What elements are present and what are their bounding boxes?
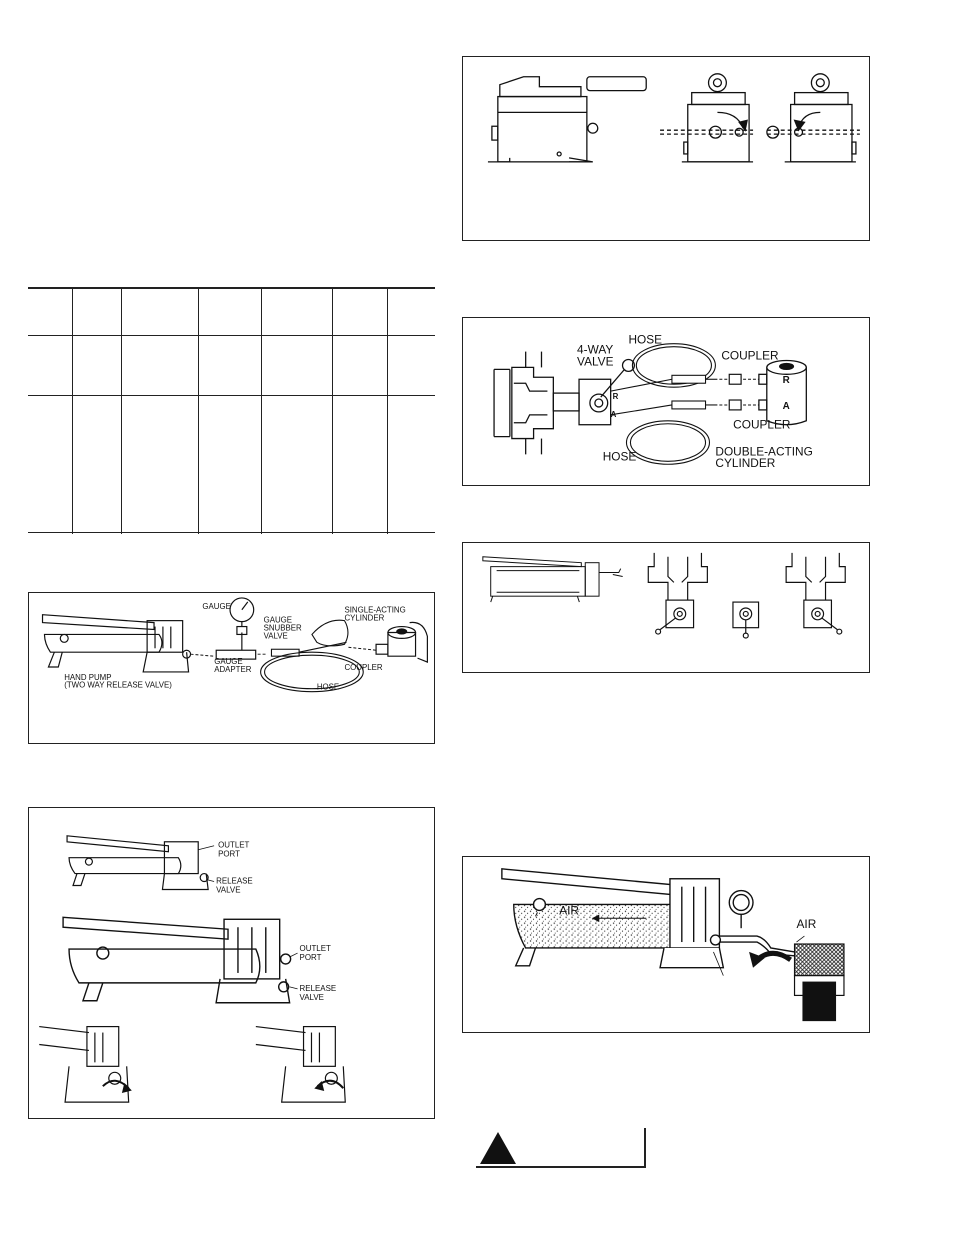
large-pump-drawing bbox=[63, 917, 291, 1002]
label-cylinder: CYLINDER bbox=[715, 456, 776, 471]
valve-view-left-drawing bbox=[648, 553, 707, 634]
label-hose: HOSE bbox=[316, 682, 340, 692]
specification-table bbox=[28, 287, 435, 534]
gauge-and-hose-drawing bbox=[719, 891, 794, 956]
table-column-divider bbox=[387, 287, 388, 534]
figure-gauge-setup bbox=[28, 592, 435, 744]
table-bottom-rule bbox=[28, 532, 435, 533]
label-valve-2: VALVE bbox=[299, 992, 324, 1002]
label-port-1: PORT bbox=[218, 849, 240, 859]
figure-valve-handle-views bbox=[462, 542, 870, 673]
table-column-divider bbox=[198, 287, 199, 534]
label-air-right: AIR bbox=[796, 917, 817, 932]
label-release-1: RELEASE bbox=[216, 876, 253, 886]
label-hand-pump-2: (TWO WAY RELEASE VALVE) bbox=[64, 680, 172, 690]
label-port-a: A bbox=[610, 409, 617, 419]
double-acting-cylinder-drawing bbox=[759, 360, 806, 424]
pump-front-view-1-drawing bbox=[660, 74, 753, 162]
hand-drawing bbox=[312, 620, 348, 646]
label-release-2: RELEASE bbox=[299, 983, 337, 993]
warning-triangle-icon bbox=[478, 1128, 522, 1168]
figure-air-bleeding bbox=[462, 856, 870, 1033]
label-air-left: AIR bbox=[559, 903, 580, 918]
gauge-setup-illustration bbox=[29, 593, 434, 743]
label-gauge: GAUGE bbox=[202, 601, 231, 611]
valve-positions-illustration bbox=[463, 57, 869, 240]
label-hose-top: HOSE bbox=[628, 332, 663, 347]
label-gauge-adapter-2: ADAPTER bbox=[214, 664, 252, 674]
table-column-divider bbox=[332, 287, 333, 534]
hoses-drawing bbox=[611, 344, 718, 465]
table-row-rule bbox=[28, 395, 435, 396]
couplers-drawing bbox=[729, 374, 741, 410]
warning-box-right-rule bbox=[644, 1128, 646, 1168]
four-way-valve-illustration bbox=[463, 318, 869, 485]
air-bleeding-illustration bbox=[463, 857, 869, 1032]
valve-view-middle-drawing bbox=[733, 602, 759, 638]
label-single-acting-2: CYLINDER bbox=[344, 613, 385, 623]
label-coupler: COUPLER bbox=[344, 662, 383, 672]
valve-handle-views-illustration bbox=[463, 543, 869, 672]
table-column-divider bbox=[261, 287, 262, 534]
label-outlet-2: OUTLET bbox=[299, 944, 331, 954]
label-coupler-top: COUPLER bbox=[721, 348, 779, 363]
label-coupler-bottom: COUPLER bbox=[733, 417, 791, 432]
pump-ports-illustration bbox=[29, 808, 434, 1118]
label-gauge-snubber-2: SNUBBER bbox=[263, 623, 302, 633]
warning-box-bottom-rule bbox=[476, 1166, 646, 1168]
label-hand-pump-1: HAND PUMP bbox=[64, 672, 112, 682]
label-valve: VALVE bbox=[577, 354, 614, 369]
pump-side-view-drawing bbox=[488, 77, 646, 162]
pump-overview-drawing bbox=[483, 557, 623, 602]
label-valve-1: VALVE bbox=[216, 885, 241, 895]
cylinder-drawing bbox=[795, 936, 844, 1021]
label-port-2: PORT bbox=[299, 953, 322, 963]
small-pump-drawing bbox=[67, 836, 208, 890]
label-double-acting: DOUBLE-ACTING bbox=[715, 444, 813, 459]
label-gauge-snubber-1: GAUGE bbox=[263, 615, 293, 625]
label-gauge-adapter-1: GAUGE bbox=[214, 657, 243, 667]
label-outlet-1: OUTLET bbox=[218, 840, 250, 850]
figure-four-way-valve bbox=[462, 317, 870, 486]
label-4-way: 4-WAY bbox=[577, 342, 614, 357]
label-hose-bottom: HOSE bbox=[602, 449, 637, 464]
figure-valve-positions bbox=[462, 56, 870, 241]
label-cylinder-r: R bbox=[782, 375, 790, 387]
warning-box bbox=[476, 1128, 646, 1168]
table-column-divider bbox=[121, 287, 122, 534]
hand-pump-drawing bbox=[43, 615, 191, 672]
figure-pump-ports bbox=[28, 807, 435, 1119]
pump-front-view-2-drawing bbox=[767, 74, 860, 162]
release-valve-detail-right bbox=[256, 1027, 345, 1103]
table-top-rule bbox=[28, 287, 435, 289]
label-port-r: R bbox=[612, 392, 619, 402]
valve-view-right-drawing bbox=[786, 553, 845, 634]
table-header-rule bbox=[28, 335, 435, 336]
label-gauge-snubber-3: VALVE bbox=[263, 631, 288, 641]
label-single-acting-1: SINGLE-ACTING bbox=[344, 605, 406, 615]
release-valve-detail-left bbox=[39, 1027, 130, 1103]
table-column-divider bbox=[72, 287, 73, 534]
label-cylinder-a: A bbox=[782, 400, 790, 412]
single-acting-cylinder-drawing bbox=[376, 622, 427, 662]
